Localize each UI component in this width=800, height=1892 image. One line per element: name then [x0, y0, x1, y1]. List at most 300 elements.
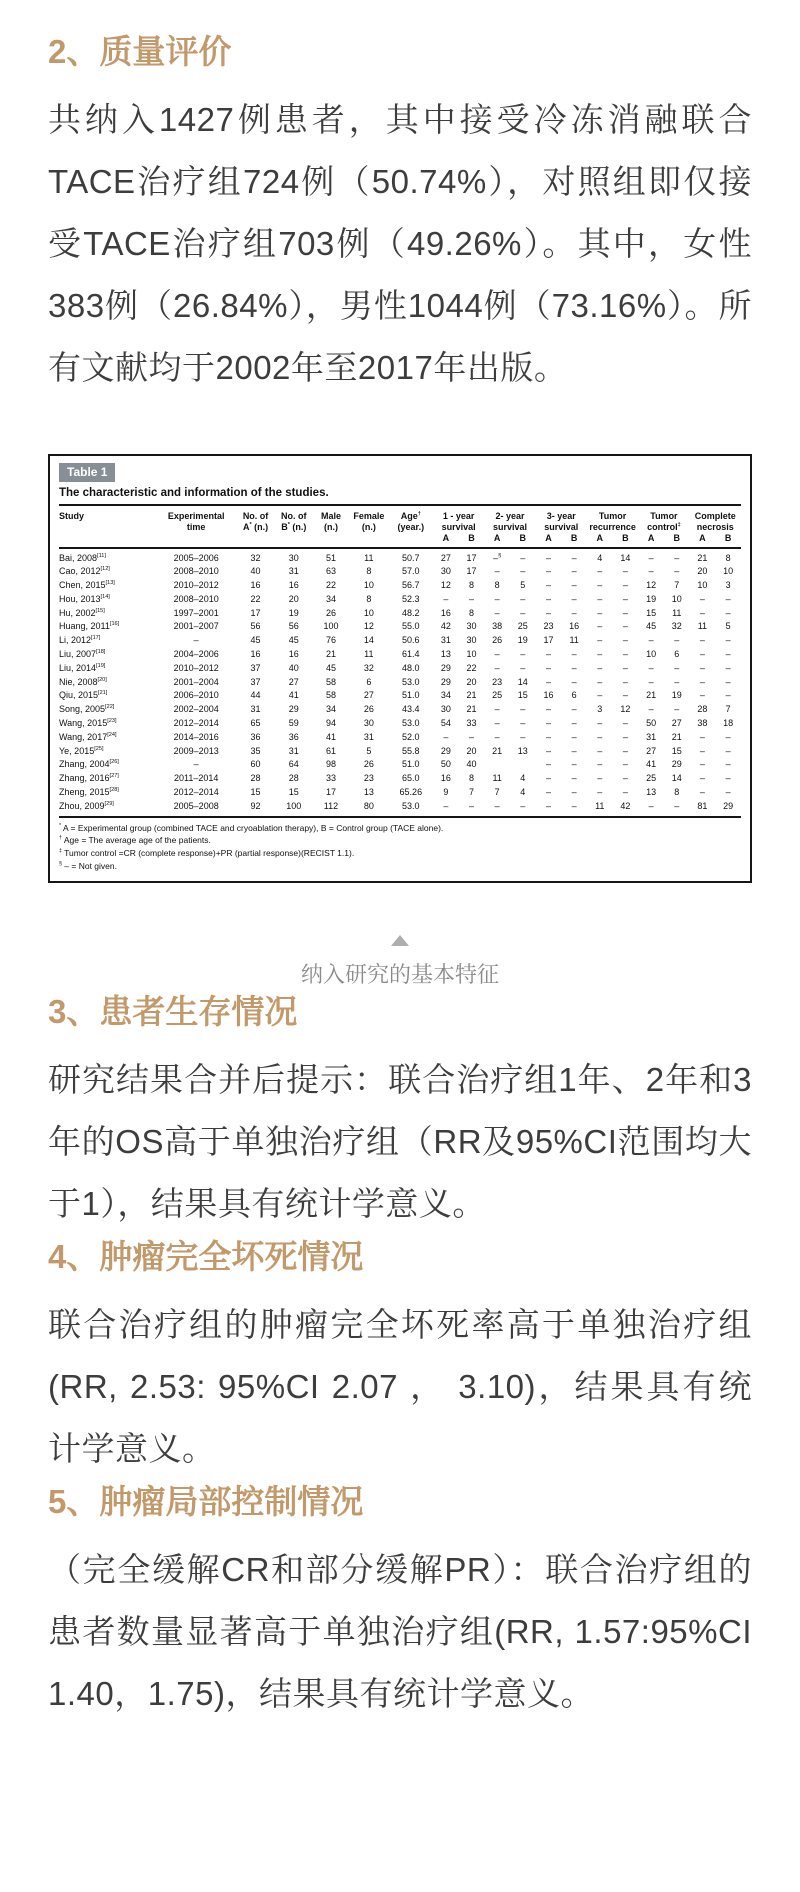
value-cell: – [571, 607, 577, 618]
value-cell: 21 [697, 552, 708, 563]
value-cell: – [571, 552, 577, 563]
value-cell: 15 [517, 690, 528, 701]
value-cell: – [571, 745, 577, 756]
study-cell: Huang, 2011[16] [59, 621, 120, 632]
value-cell: 5 [520, 580, 526, 591]
column-group-header: 3- year survival [544, 511, 579, 532]
value-cell: 12 [363, 621, 374, 632]
value-cell: – [622, 607, 628, 618]
study-cell: Zhang, 2004[26] [59, 759, 119, 770]
value-cell: 16 [569, 621, 580, 632]
value-cell: 12 [646, 580, 657, 591]
value-cell: 16 [288, 649, 299, 660]
value-cell: – [725, 662, 731, 673]
value-cell: 25 [492, 690, 503, 701]
value-cell: 65.26 [399, 787, 423, 798]
value-cell: – [545, 718, 551, 729]
table-badge: Table 1 [59, 463, 115, 482]
value-cell: 16 [250, 580, 261, 591]
value-cell: 19 [517, 635, 528, 646]
column-subheader: A [493, 533, 501, 543]
value-cell: 30 [466, 621, 477, 632]
studies-table-header [59, 507, 741, 548]
triangle-up-icon [391, 935, 409, 946]
value-cell: 28 [697, 704, 708, 715]
value-cell: – [545, 759, 551, 770]
value-cell: 15 [671, 745, 682, 756]
value-cell: – [622, 787, 628, 798]
value-cell: 9 [443, 787, 449, 798]
value-cell: – [494, 566, 500, 577]
study-table-figure [48, 454, 752, 883]
study-cell: Nie, 2008[20] [59, 676, 107, 687]
value-cell: – [571, 580, 577, 591]
value-cell: 51.0 [402, 690, 420, 701]
value-cell: – [571, 649, 577, 660]
value-cell: 6 [366, 676, 372, 687]
value-cell: 65.0 [402, 773, 420, 784]
study-cell: Wang, 2017[24] [59, 731, 117, 742]
value-cell: – [699, 690, 705, 701]
value-cell: 27 [671, 718, 682, 729]
value-cell: 8 [468, 580, 474, 591]
column-subheader: B [673, 533, 680, 543]
value-cell: 22 [466, 662, 477, 673]
study-cell: Zhou, 2009[29] [59, 800, 114, 811]
table-row [59, 676, 741, 690]
value-cell: 20 [466, 676, 477, 687]
table-footnotes [59, 822, 741, 873]
table-row [59, 689, 741, 703]
value-cell: – [545, 649, 551, 660]
value-cell: 27 [646, 745, 657, 756]
figure-caption: 纳入研究的基本特征 [300, 961, 499, 987]
column-subheader: A [545, 533, 552, 543]
column-header: No. of B* (n.) [281, 511, 307, 532]
value-cell: – [494, 593, 500, 604]
value-cell: – [597, 621, 603, 632]
value-cell: 21 [671, 731, 682, 742]
table-row [59, 772, 741, 786]
value-cell: 61.4 [402, 649, 420, 660]
value-cell: – [597, 593, 603, 604]
value-cell: – [699, 773, 705, 784]
column-header: Male (n.) [320, 511, 341, 532]
value-cell: 7 [674, 580, 680, 591]
value-cell: 63 [325, 566, 336, 577]
value-cell: – [597, 718, 603, 729]
value-cell: – [648, 662, 654, 673]
value-cell: 29 [288, 704, 299, 715]
value-cell: 2010–2012 [173, 580, 219, 591]
value-cell: – [545, 745, 551, 756]
value-cell: – [597, 773, 603, 784]
value-cell: 32 [363, 662, 374, 673]
value-cell: – [571, 773, 577, 784]
value-cell: 16 [543, 690, 554, 701]
table-row [59, 703, 741, 717]
study-cell: Liu, 2014[19] [59, 662, 106, 673]
value-cell: – [622, 566, 628, 577]
value-cell: – [648, 566, 654, 577]
value-cell: 52.0 [402, 731, 420, 742]
value-cell: 31 [288, 566, 299, 577]
value-cell: – [545, 607, 551, 618]
value-cell: – [545, 593, 551, 604]
value-cell: 4 [520, 773, 526, 784]
value-cell: – [725, 773, 731, 784]
value-cell: – [520, 607, 526, 618]
column-subheader: B [519, 533, 527, 543]
value-cell: 27 [363, 690, 374, 701]
value-cell: 16 [440, 773, 451, 784]
value-cell: 30 [363, 718, 374, 729]
value-cell: 37 [250, 676, 261, 687]
value-cell: – [699, 759, 705, 770]
column-header: No. of A* (n.) [242, 511, 269, 532]
value-cell: – [597, 649, 603, 660]
column-subheader: B [468, 533, 475, 543]
value-cell: 41 [325, 731, 336, 742]
value-cell: 2011–2014 [173, 773, 219, 784]
value-cell: – [622, 731, 628, 742]
value-cell: 22 [325, 580, 336, 591]
value-cell: – [622, 635, 628, 646]
value-cell: 12 [620, 704, 631, 715]
section-quality-paragraph: 共纳入1427例患者，其中接受冷冻消融联合TACE治疗组724例（50.74%），对照组即仅接受TACE治疗组703例（49.26%）。其中，女性383例（26.84%），男性1044例（73.16%）。所有文献均于2002年至2017年出版。 [48, 101, 752, 386]
value-cell: 61 [325, 745, 336, 756]
value-cell: – [494, 800, 500, 811]
value-cell: 20 [288, 593, 299, 604]
value-cell: 12 [440, 580, 451, 591]
value-cell: 25 [646, 773, 657, 784]
value-cell: 37 [250, 662, 261, 673]
value-cell: – [622, 745, 628, 756]
value-cell: 2012–2014 [173, 787, 219, 798]
value-cell: – [545, 787, 551, 798]
value-cell: 30 [466, 635, 477, 646]
value-cell: 17 [466, 566, 477, 577]
value-cell: 8 [674, 787, 680, 798]
value-cell: – [622, 759, 628, 770]
section-tumor-necrosis [48, 1235, 752, 1480]
table-row [59, 758, 741, 772]
value-cell: – [571, 566, 577, 577]
section-local-control [48, 1480, 752, 1725]
value-cell: – [545, 580, 551, 591]
value-cell: – [545, 800, 551, 811]
value-cell: – [699, 649, 705, 660]
section-necrosis-heading: 4、肿瘤完全坏死情况 [48, 1237, 364, 1275]
value-cell: – [468, 593, 474, 604]
value-cell: – [545, 566, 551, 577]
value-cell: – [520, 800, 526, 811]
value-cell: 56 [288, 621, 299, 632]
column-group-header: Tumor control‡ [647, 511, 681, 532]
value-cell: 11 [364, 552, 374, 563]
value-cell: – [699, 607, 705, 618]
column-subheader: A [647, 533, 655, 543]
studies-table [59, 507, 741, 818]
value-cell: – [520, 566, 526, 577]
value-cell: – [520, 552, 526, 563]
value-cell: 40 [466, 759, 477, 770]
value-cell: 41 [646, 759, 657, 770]
value-cell: – [571, 800, 577, 811]
value-cell: 57.0 [402, 566, 420, 577]
value-cell: – [545, 676, 551, 687]
value-cell: 5 [725, 621, 731, 632]
value-cell: 56 [250, 621, 261, 632]
value-cell: 2006–2010 [173, 690, 219, 701]
value-cell [510, 758, 536, 772]
value-cell: 11 [672, 607, 682, 618]
value-cell: 45 [325, 662, 336, 673]
table-row [59, 648, 741, 662]
value-cell: 45 [288, 635, 299, 646]
study-cell: Liu, 2007[18] [59, 649, 106, 660]
value-cell: 45 [250, 635, 261, 646]
value-cell: 100 [323, 621, 339, 632]
value-cell: – [699, 731, 705, 742]
value-cell: – [674, 566, 680, 577]
value-cell: – [520, 704, 526, 715]
value-cell: – [674, 635, 680, 646]
column-group-header: Tumor recurrence [589, 511, 636, 532]
column-group-header: 1 - year survival [441, 511, 476, 532]
value-cell: 98 [325, 759, 336, 770]
study-cell: Cao, 2012[12] [59, 566, 110, 577]
value-cell: 55.0 [402, 621, 420, 632]
study-cell: Zhang, 2016[27] [59, 773, 119, 784]
value-cell: 17 [325, 787, 336, 798]
value-cell: 2004–2006 [173, 649, 219, 660]
value-cell: 3 [597, 704, 603, 715]
value-cell: – [597, 607, 603, 618]
table-row [59, 662, 741, 676]
value-cell: 8 [468, 773, 474, 784]
table-footnote: § – = Not given. [59, 861, 117, 872]
value-cell: –§ [493, 552, 502, 563]
value-cell: 11 [492, 773, 502, 784]
value-cell: 16 [250, 649, 261, 660]
value-cell: 20 [697, 566, 708, 577]
value-cell: – [648, 635, 654, 646]
value-cell: 27 [288, 676, 299, 687]
value-cell: – [520, 649, 526, 660]
value-cell: – [494, 704, 500, 715]
value-cell: 2014–2016 [173, 731, 219, 742]
value-cell: 11 [569, 635, 579, 646]
value-cell: 51 [325, 552, 336, 563]
value-cell: – [597, 787, 603, 798]
value-cell: – [545, 704, 551, 715]
value-cell: 30 [440, 566, 451, 577]
value-cell: 21 [325, 649, 336, 660]
value-cell: – [699, 745, 705, 756]
value-cell: 13 [440, 649, 451, 660]
value-cell: 16 [440, 607, 451, 618]
value-cell: 31 [250, 704, 261, 715]
value-cell: – [443, 800, 449, 811]
value-cell: 30 [288, 552, 299, 563]
value-cell: – [571, 731, 577, 742]
value-cell: – [597, 580, 603, 591]
value-cell: 2001–2004 [173, 676, 219, 687]
study-cell: Zheng, 2015[28] [59, 787, 119, 798]
value-cell: – [699, 635, 705, 646]
value-cell: – [622, 718, 628, 729]
value-cell: 42 [620, 800, 631, 811]
column-header: Female (n.) [353, 511, 385, 532]
value-cell: 36 [288, 731, 299, 742]
value-cell: – [520, 662, 526, 673]
value-cell: – [699, 593, 705, 604]
section-survival-heading: 3、患者生存情况 [48, 992, 298, 1030]
value-cell: 54 [440, 718, 451, 729]
value-cell: 31 [363, 731, 374, 742]
table-row [59, 731, 741, 745]
value-cell: 29 [440, 676, 451, 687]
value-cell: 2008–2010 [173, 566, 219, 577]
value-cell: 2009–2013 [173, 745, 219, 756]
value-cell: 52.3 [402, 593, 420, 604]
value-cell: 65 [250, 718, 261, 729]
value-cell: 1997–2001 [173, 607, 219, 618]
value-cell: – [725, 787, 731, 798]
value-cell: 10 [466, 649, 477, 660]
value-cell: 31 [646, 731, 657, 742]
section-quality-heading: 2、质量评价 [48, 33, 232, 70]
value-cell [484, 758, 510, 772]
value-cell: 11 [364, 649, 374, 660]
value-cell: – [193, 635, 199, 646]
study-cell: Chen, 2015[13] [59, 580, 115, 591]
value-cell: – [622, 662, 628, 673]
value-cell: – [725, 759, 731, 770]
column-subheader: B [724, 533, 732, 543]
column-subheader: B [622, 533, 629, 543]
value-cell: 50.7 [402, 552, 420, 563]
study-cell: Qiu, 2015[21] [59, 690, 108, 701]
table-row [59, 717, 741, 731]
value-cell: 55.8 [402, 745, 420, 756]
value-cell: 30 [440, 704, 451, 715]
value-cell: 2001–2007 [173, 621, 219, 632]
value-cell: – [622, 580, 628, 591]
value-cell: 33 [466, 718, 477, 729]
value-cell: 8 [494, 580, 500, 591]
value-cell: 32 [250, 552, 261, 563]
value-cell: 16 [288, 580, 299, 591]
value-cell: – [725, 676, 731, 687]
value-cell: 38 [697, 718, 708, 729]
table-row [59, 548, 741, 566]
value-cell: 21 [646, 690, 657, 701]
value-cell: 7 [494, 787, 500, 798]
section-survival-paragraph: 研究结果合并后提示：联合治疗组1年、2年和3年的OS高于单独治疗组（RR及95%CI范围均大于1），结果具有统计学意义。 [48, 1060, 752, 1222]
value-cell: 7 [725, 704, 731, 715]
column-subheader: B [570, 533, 578, 543]
value-cell: 58 [325, 676, 336, 687]
value-cell: 80 [363, 800, 374, 811]
value-cell: 21 [466, 690, 477, 701]
value-cell: 43.4 [402, 704, 420, 715]
value-cell: – [725, 731, 731, 742]
table-row [59, 607, 741, 621]
table-footnote: † Age = The average age of the patients. [59, 835, 211, 846]
value-cell: – [597, 662, 603, 673]
table-row [59, 565, 741, 579]
study-cell: Bai, 2008[11] [59, 552, 106, 563]
value-cell: 15 [288, 787, 299, 798]
column-group-header: 2- year survival [492, 511, 527, 532]
value-cell: – [545, 773, 551, 784]
value-cell: 44 [250, 690, 261, 701]
value-cell: 41 [288, 690, 299, 701]
value-cell: 26 [363, 759, 374, 770]
value-cell: – [597, 731, 603, 742]
value-cell: 14 [671, 773, 682, 784]
value-cell: – [622, 649, 628, 660]
value-cell: – [545, 552, 551, 563]
value-cell: 2005–2008 [173, 800, 219, 811]
value-cell: 34 [325, 593, 336, 604]
value-cell: 8 [468, 607, 474, 618]
value-cell: 14 [363, 635, 374, 646]
value-cell: 17 [250, 607, 261, 618]
value-cell: 10 [697, 580, 708, 591]
value-cell: 15 [646, 607, 657, 618]
value-cell: – [725, 649, 731, 660]
value-cell: – [571, 676, 577, 687]
value-cell: 42 [440, 621, 451, 632]
value-cell: – [725, 635, 731, 646]
value-cell: 10 [723, 566, 734, 577]
value-cell: – [193, 759, 199, 770]
value-cell: 23 [543, 621, 554, 632]
value-cell: – [520, 731, 526, 742]
value-cell: 19 [671, 690, 682, 701]
value-cell: 20 [466, 745, 477, 756]
collapse-figure-button[interactable] [48, 935, 752, 946]
value-cell: – [571, 759, 577, 770]
value-cell: – [699, 662, 705, 673]
value-cell: – [674, 676, 680, 687]
value-cell: – [597, 676, 603, 687]
value-cell: 40 [288, 662, 299, 673]
value-cell: 21 [492, 745, 503, 756]
value-cell: 64 [288, 759, 299, 770]
table-row [59, 745, 741, 759]
value-cell: 50.6 [402, 635, 420, 646]
value-cell: 28 [288, 773, 299, 784]
study-cell: Wang, 2015[23] [59, 718, 117, 729]
value-cell: 18 [723, 718, 734, 729]
value-cell: 48.0 [402, 662, 420, 673]
value-cell: – [545, 731, 551, 742]
value-cell: 14 [620, 552, 631, 563]
value-cell: – [571, 704, 577, 715]
value-cell: – [494, 662, 500, 673]
table-row [59, 620, 741, 634]
value-cell: 51.0 [402, 759, 420, 770]
value-cell: 34 [325, 704, 336, 715]
value-cell: – [674, 800, 680, 811]
value-cell: 2002–2004 [173, 704, 219, 715]
value-cell: 2012–2014 [173, 718, 219, 729]
value-cell: 22 [250, 593, 261, 604]
